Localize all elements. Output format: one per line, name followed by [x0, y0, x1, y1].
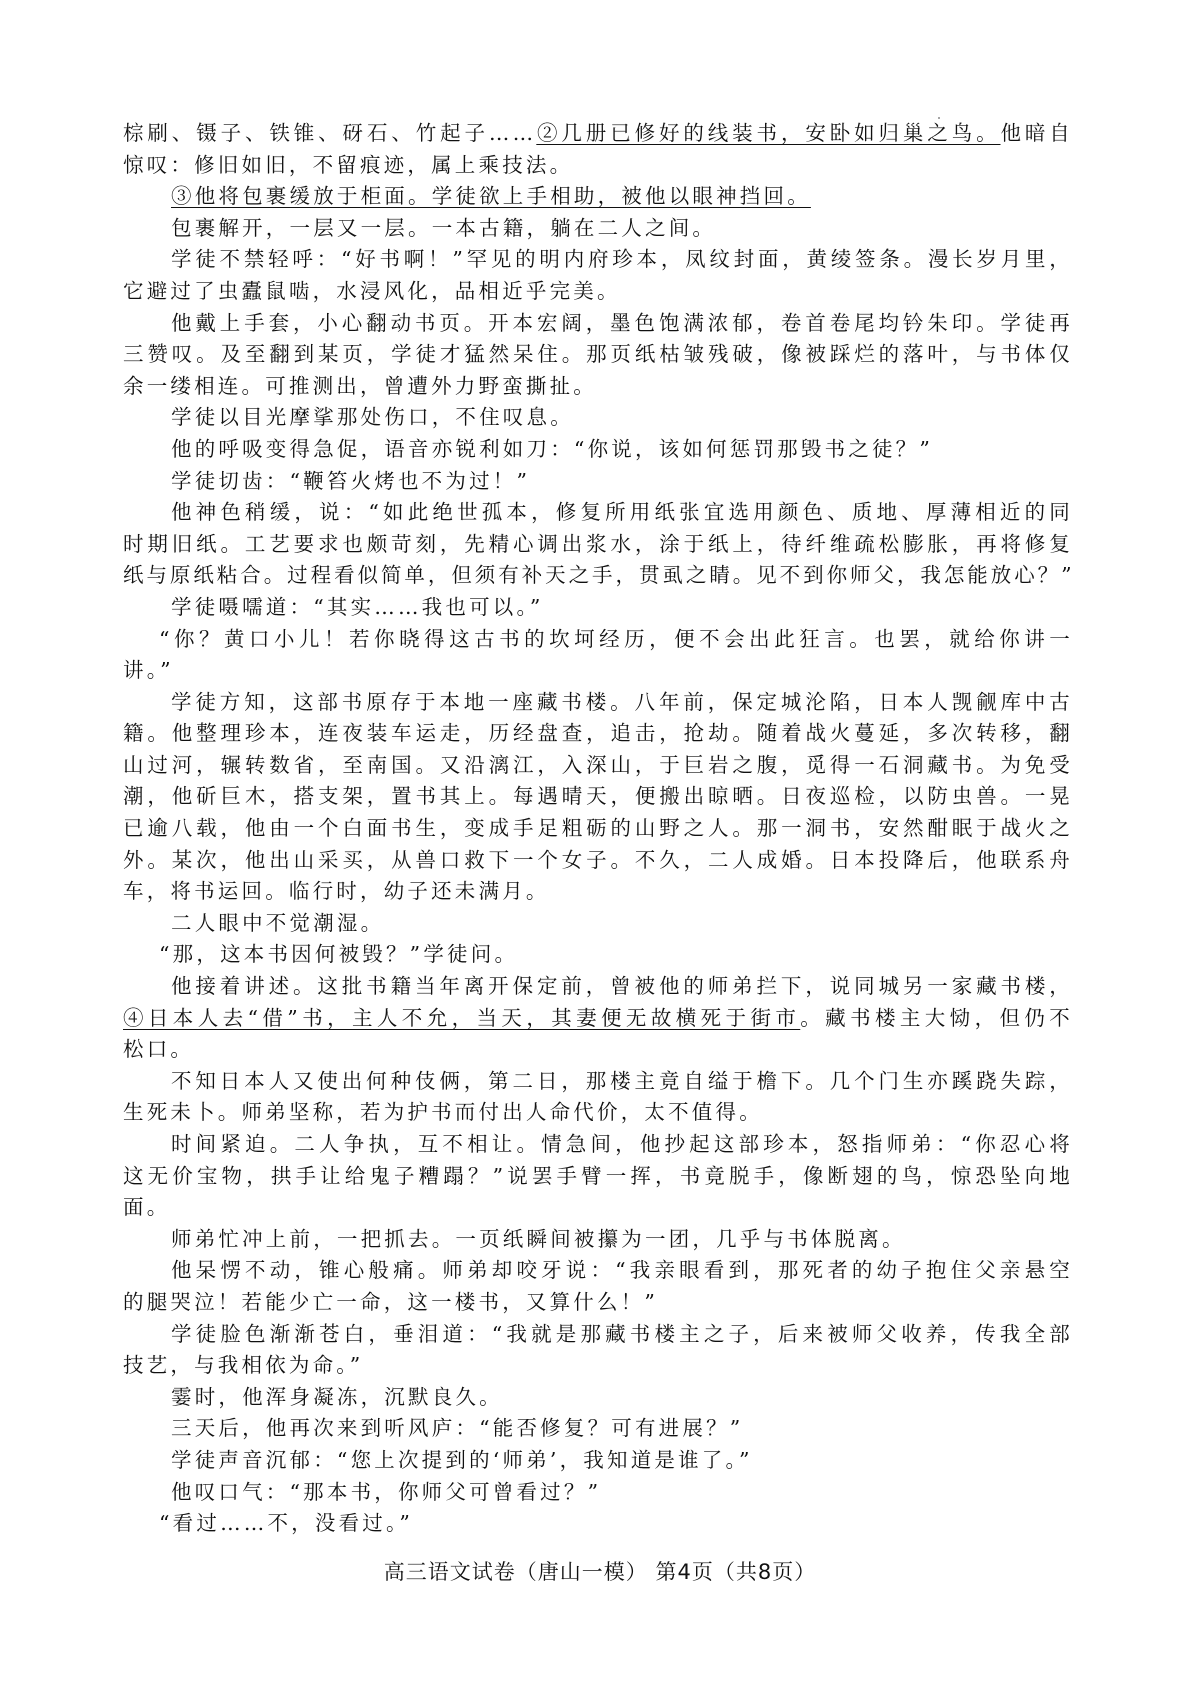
text-line: 籍。他整理珍本，连夜装车运走，历经盘查，追击，抢劫。随着战火蔓延，多次转移，翻 [123, 721, 1073, 746]
text-run: 棕刷、镊子、铁锥、砑石、竹起子…… [123, 121, 537, 145]
text-line: 包裹解开，一层又一层。一本古籍，躺在二人之间。 [171, 215, 717, 240]
text-line: 余一缕相连。可推测出，曾遭外力野蛮撕扯。 [123, 373, 597, 398]
text-line: 面。 [123, 1195, 171, 1220]
text-line: 他叹口气：“那本书，你师父可曾看过？” [171, 1479, 602, 1504]
text-line: “你？黄口小儿！若你晓得这古书的坎坷经历，便不会出此狂言。也罢，就给你讲一 [159, 626, 1073, 651]
text-line: 外。某次，他出山采买，从兽口救下一个女子。不久，二人成婚。日本投降后，他联系舟 [123, 847, 1073, 872]
text-line: 讲。” [123, 658, 174, 683]
text-line: 三赞叹。及至翻到某页，学徒才猛然呆住。那页纸枯皱残破，像被踩烂的落叶，与书体仅 [123, 342, 1073, 367]
text-line: 生死未卜。师弟坚称，若为护书而付出人命代价，太不值得。 [123, 1100, 763, 1125]
text-line: 学徒切齿：“鞭笞火烤也不为过！” [171, 468, 531, 493]
text-line: 三天后，他再次来到听风庐：“能否修复？可有进展？” [171, 1416, 744, 1441]
text-line: 潮，他斫巨木，搭支架，置书其上。每遇晴天，便搬出晾晒。日夜巡检，以防虫兽。一晃 [123, 784, 1073, 809]
text-line: 松口。 [123, 1037, 195, 1062]
document-body [123, 118, 1073, 1540]
text-line: 学徒声音沉郁：“您上次提到的‘师弟’，我知道是谁了。” [171, 1447, 753, 1472]
text-line: 他呆愣不动，锥心般痛。师弟却咬牙说：“我亲眼看到，那死者的幼子抱住父亲悬空 [171, 1258, 1073, 1283]
text-line: 纸与原纸粘合。过程看似简单，但须有补天之手，贯虱之睛。见不到你师父，我怎能放心？” [123, 563, 1073, 588]
text-line: 他接着讲述。这批书籍当年离开保定前，曾被他的师弟拦下，说同城另一家藏书楼， [171, 974, 1073, 999]
text-line: 的腿哭泣！若能少亡一命，这一楼书，又算什么！” [123, 1289, 659, 1314]
text-line: 师弟忙冲上前，一把抓去。一页纸瞬间被攥为一团，几乎与书体脱离。 [171, 1226, 906, 1251]
text-line: 时间紧迫。二人争执，互不相让。情急间，他抄起这部珍本，怒指师弟：“你忍心将 [171, 1132, 1073, 1156]
text-line: “那，这本书因何被毁？”学徒问。 [159, 942, 519, 967]
text-line: 惊叹：修旧如旧，不留痕迹，属上乘技法。 [123, 152, 574, 177]
text-line: 已逾八载，他由一个白面书生，变成手足粗砺的山野之人。那一洞书，安然酣眠于战火之 [123, 816, 1073, 841]
text-line: 这无价宝物，拱手让给鬼子糟蹋？”说罢手臂一挥，书竟脱手，像断翅的鸟，惊恐坠向地 [123, 1163, 1073, 1188]
text-line: 二人眼中不觉潮湿。 [171, 910, 385, 935]
text-line: 学徒脸色渐渐苍白，垂泪道：“我就是那藏书楼主之子，后来被师父收养，传我全部 [171, 1321, 1073, 1346]
text-line [123, 118, 1073, 150]
text-line: 学徒以目光摩挲那处伤口，不住叹息。 [171, 405, 574, 430]
text-line: 学徒嗫嚅道：“其实……我也可以。” [171, 594, 544, 619]
text-line: “看过……不，没看过。” [159, 1511, 414, 1536]
text-line: 他的呼吸变得急促，语音亦锐利如刀：“你说，该如何惩罚那毁书之徒？” [171, 436, 934, 461]
text-line: 车，将书运回。临行时，幼子还未满月。 [123, 879, 550, 904]
text-line [123, 181, 1073, 213]
underlined-sentence-4: ④日本人去“借”书，主人不允，当天，其妻便无故横死于街市 [123, 1005, 801, 1030]
text-line: 学徒不禁轻呼：“好书啊！”罕见的明内府珍本，凤纹封面，黄绫签条。漫长岁月里， [171, 247, 1073, 272]
text-line: 技艺，与我相依为命。” [123, 1353, 364, 1378]
text-run: 他暗自 [1000, 121, 1073, 145]
underlined-sentence-2: ②几册已修好的线装书，安卧如归巢之鸟。 [536, 121, 1001, 145]
text-line: 山过河，辗转数省，至南国。又沿漓江，入深山，于巨岩之腹，觅得一石洞藏书。为免受 [123, 752, 1073, 777]
text-line: 它避过了虫蠹鼠啮，水浸风化，品相近乎完美。 [123, 278, 621, 303]
text-line: 学徒方知，这部书原存于本地一座藏书楼。八年前，保定城沦陷，日本人觊觎库中古 [171, 689, 1073, 714]
text-line: 他戴上手套，小心翻动书页。开本宏阔，墨色饱满浓郁，卷首卷尾均钤朱印。学徒再 [171, 310, 1073, 335]
text-run: 。藏书楼主大恸，但仍不 [800, 1005, 1074, 1030]
underlined-sentence-3: ③他将包裹缓放于柜面。学徒欲上手相助，被他以眼神挡回。 [171, 184, 811, 209]
text-line: 时期旧纸。工艺要求也颇苛刻，先精心调出浆水，涂于纸上，待纤维疏松膨胀，再将修复 [123, 531, 1073, 556]
text-line [123, 1003, 1073, 1035]
text-line: 霎时，他浑身凝冻，沉默良久。 [171, 1384, 503, 1409]
text-line: 他神色稍缓，说：“如此绝世孤本，修复所用纸张宜选用颜色、质地、厚薄相近的同 [171, 500, 1073, 525]
page-footer: 高三语文试卷（唐山一模） 第4页（共8页） [383, 1560, 817, 1584]
text-line: 不知日本人又使出何种伎俩，第二日，那楼主竟自缢于檐下。几个门生亦蹊跷失踪， [171, 1068, 1073, 1093]
